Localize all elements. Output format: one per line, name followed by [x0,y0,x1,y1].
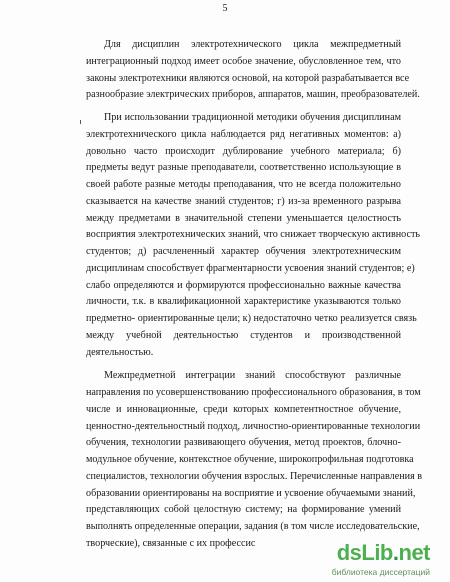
dslib-watermark [331,540,430,577]
margin-mark [80,120,81,124]
text-line: выполнять определенные операции, задания (в том числе исследовательские, [86,521,420,532]
dslib-logo [337,542,430,564]
text-line: направления по усовершенствованию профессионального образования, в том [86,387,421,398]
logo-dot: . [392,540,399,565]
text-line: электротехнического цикла наблюдается ряд негативных моментов: а) [86,128,401,140]
paragraph-3 [86,368,423,552]
text-line: модульное обучение, контекстное обучение, широкопрофильная подготовка [86,454,414,465]
text-line: слабо определяются и формируются профессионально важные качества [86,279,401,291]
text-line: своей работе разные методы преподавания, что не всегда положительно [86,179,401,190]
text-line: восприятия электротехнических знаний, что снижает творческую активность [86,229,421,241]
text-line: сказывается на качестве знаний студентов; г) из-за временного разрыва [86,195,401,207]
text-line: предметно- ориентированные цели; к) недостаточно четко реализуется связь [86,313,417,324]
text-line: специалистов, технологии обучения взрослых. Перечисленные направления в [86,470,423,482]
paragraph-2 [86,110,421,361]
text-line: личности, т.к. в квалификационной характеристике указываются только [86,296,401,308]
page-number: 5 [222,3,228,14]
text-line: предметы ведут разные преподаватели, соответственно использующие в [86,162,401,174]
text-line: обучения, технологии развивающего обучения, метод проектов, блочно- [86,437,401,449]
text-line: между предметами в значительной степени уменьшается целостность [86,212,401,224]
text-line: разнообразие электрических приборов, аппаратов, машин, преобразователей. [86,89,420,101]
text-line: При использовании традиционной методики обучения дисциплинам [104,112,401,123]
text-line: дисциплинам способствует фрагментарности усвоения знаний студентов; е) [86,262,415,274]
text-line: законы электротехники являются основой, на которой разрабатывается все [86,72,410,84]
text-line: деятельностью. [86,346,154,358]
text-line: творческие), связанные с их профессис [86,537,256,549]
document-body [86,37,423,553]
text-line: Для дисциплин электротехнического цикла межпредметный [104,39,401,50]
paragraph-1 [86,37,420,104]
text-line: числе и инновационные, среди которых компетентностное обучение, [86,403,401,415]
logo-main: dsLib [336,540,393,565]
text-line: Межпредметной интеграции знаний способствуют различные [104,370,401,382]
text-line: между учебной деятельностью студентов и производственной [86,329,401,341]
text-line: довольно часто происходит дублирование учебного материала; б) [86,145,401,157]
watermark-subtitle: библиотека диссертаций [331,567,430,577]
text-line: образовании ориентированы на восприятие и усвоение обучаемыми знаний, [86,487,416,499]
text-line: ценностно-деятельностный подход, личностно-ориентированные технологии [86,420,421,432]
text-line: студентов; д) расчлененный характер обучения электротехническим [86,246,401,257]
logo-tld: net [398,540,430,565]
text-line: интеграционный подход имеет особое значение, обусловленное тем, что [86,55,401,67]
text-line: представляющих собой целостную систему; на формирование умений [86,504,401,516]
